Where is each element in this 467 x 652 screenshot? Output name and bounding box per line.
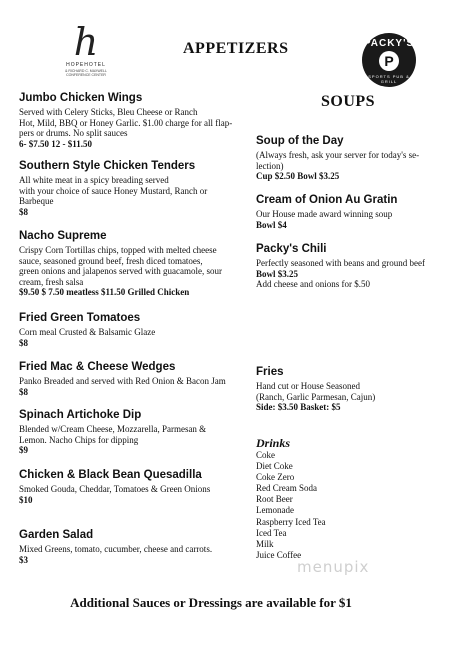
appetizer-price: $10 (19, 494, 33, 505)
hope-hotel-logo-tagline: & RICHARD C. MAXWELL CONFERENCE CENTER (65, 69, 107, 77)
appetizer-description: Corn meal Crusted & Balsamic Glaze (19, 327, 156, 337)
appetizer-item (19, 92, 254, 149)
soup-name: Soup of the Day (256, 135, 344, 147)
appetizer-price: $8 (19, 386, 28, 397)
appetizer-item (19, 529, 254, 565)
drink-item: Root Beer (256, 494, 293, 505)
drink-item: Raspberry Iced Tea (256, 516, 326, 527)
appetizer-description: Crispy Corn Tortillas chips, topped with melted cheese sauce, seasoned ground beef, fresh diced tomatoes, green onions and jalapenos served with guacamole, sour cream, fresh salsa (19, 245, 222, 287)
packys-logo-letter: P (379, 51, 399, 71)
appetizer-name: Southern Style Chicken Tenders (19, 160, 196, 172)
packys-logo-name: PACKY'S (363, 38, 415, 49)
fries-description: Hand cut or House Seasoned (Ranch, Garlic Parmesan, Cajun) (256, 381, 376, 402)
appetizer-price: $9 (19, 445, 28, 456)
drink-item: Milk (256, 538, 274, 549)
soup-name: Packy's Chili (256, 243, 327, 255)
soup-price: Cup $2.50 Bowl $3.25 (256, 171, 340, 182)
soup-item (256, 366, 446, 413)
fries-name: Fries (256, 366, 284, 378)
appetizer-price: $8 (19, 337, 28, 348)
drink-item: Coke Zero (256, 472, 295, 483)
appetizer-price: 6- $7.50 12 - $11.50 (19, 138, 92, 149)
packys-logo-subtitle: SPORTS PUB & GRILL (368, 74, 410, 84)
drinks-section (256, 436, 446, 561)
drink-item: Lemonade (256, 505, 294, 516)
drink-item: Iced Tea (256, 527, 287, 538)
soup-price: Bowl $4 (256, 219, 287, 230)
appetizers-heading: APPETIZERS (183, 40, 289, 57)
soup-item (256, 135, 446, 182)
appetizer-name: Nacho Supreme (19, 230, 107, 242)
hope-hotel-logo-mark: h (73, 20, 99, 64)
soup-name: Cream of Onion Au Gratin (256, 194, 398, 206)
appetizer-price: $3 (19, 554, 28, 565)
appetizer-description: Smoked Gouda, Cheddar, Tomatoes & Green Onions (19, 484, 211, 494)
soup-description: Our House made award winning soup (256, 209, 393, 219)
appetizer-price: $9.50 $ 7.50 meatless $11.50 Grilled Chicken (19, 287, 190, 298)
soup-description: Perfectly seasoned with beans and ground beef (256, 258, 425, 268)
soup-description: (Always fresh, ask your server for today's se- lection) (256, 150, 420, 171)
appetizer-description: All white meat in a spicy breading served with your choice of sauce Honey Mustard, Ranch or Barbeque (19, 175, 208, 207)
appetizer-description: Panko Breaded and served with Red Onion & Bacon Jam (19, 376, 226, 386)
appetizer-name: Fried Green Tomatoes (19, 312, 141, 324)
drink-item: Juice Coffee (256, 549, 302, 560)
appetizer-item (19, 160, 254, 217)
appetizer-name: Fried Mac & Cheese Wedges (19, 361, 176, 373)
packys-logo (362, 33, 416, 87)
drinks-title: Drinks (256, 436, 291, 450)
appetizer-description: Mixed Greens, tomato, cucumber, cheese and carrots. (19, 544, 213, 554)
appetizer-description: Served with Celery Sticks, Bleu Cheese or Ranch Hot, Mild, BBQ or Honey Garlic. $1.00 charge for all flap- pers or drums. No split sauces (19, 107, 233, 139)
appetizer-name: Jumbo Chicken Wings (19, 92, 143, 104)
appetizer-name: Spinach Artichoke Dip (19, 409, 142, 421)
soups-heading: SOUPS (321, 93, 376, 110)
appetizer-item (19, 469, 254, 505)
soup-item (256, 243, 446, 290)
appetizer-name: Garden Salad (19, 529, 94, 541)
footer-note: Additional Sauces or Dressings are available for $1 (70, 595, 352, 610)
drink-item: Diet Coke (256, 461, 293, 472)
appetizer-item (19, 230, 254, 298)
soup-item (256, 194, 446, 230)
hope-hotel-logo-name: HOPEHOTEL (66, 62, 106, 68)
appetizer-item (19, 409, 254, 456)
fries-price: Side: $3.50 Basket: $5 (256, 402, 341, 413)
drink-item: Coke (256, 450, 275, 460)
appetizer-name: Chicken & Black Bean Quesadilla (19, 469, 202, 481)
soup-extra-note: Add cheese and onions for $.50 (256, 279, 370, 290)
appetizer-description: Blended w/Cream Cheese, Mozzarella, Parmesan & Lemon. Nacho Chips for dipping (19, 424, 207, 445)
appetizer-item (19, 312, 254, 348)
drink-item: Red Cream Soda (256, 483, 317, 494)
menupix-watermark: menupix (297, 558, 370, 576)
soup-price: Bowl $3.25 (256, 268, 299, 279)
hope-hotel-logo (56, 20, 116, 77)
appetizer-price: $8 (19, 206, 28, 217)
appetizer-item (19, 361, 254, 397)
